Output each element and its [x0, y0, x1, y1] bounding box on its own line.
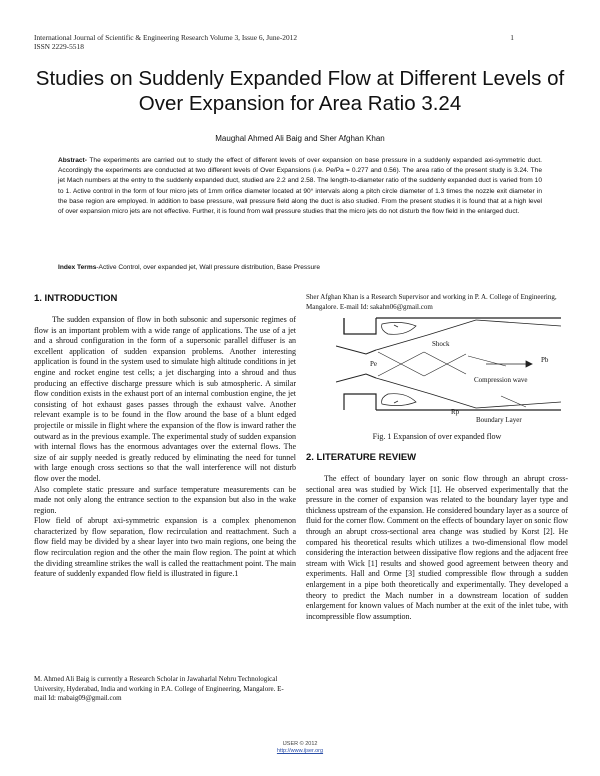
journal-name: International Journal of Scientific & Engineering Research Volume 3, Issue 6, June-2012: [34, 33, 298, 42]
author-footnote-2: Sher Afghan Khan is a Research Supervisor and working in P. A. College of Engineering, Mangalore. E-mail Id: sakahn06@gmail.com: [306, 293, 557, 311]
recirculation-vortices: [382, 322, 416, 405]
label-pb: Pb: [541, 356, 549, 364]
label-boundary-layer: Boundary Layer: [476, 416, 522, 424]
label-pe: Pe: [370, 360, 377, 368]
abstract: [58, 156, 542, 217]
left-column: [34, 293, 296, 580]
author-line: Maughal Ahmed Ali Baig and Sher Afghan Khan: [215, 134, 385, 143]
issn: ISSN 2229-5518: [34, 42, 84, 51]
page-footer: [0, 741, 600, 755]
figure-caption: Fig. 1 Expansion of over expanded flow: [372, 432, 502, 441]
section-heading-literature-review: 2. LITERATURE REVIEW: [306, 452, 417, 463]
label-compression-wave: Compression wave: [474, 376, 528, 384]
intro-paragraph-2: Also complete static pressure and surface temperature measurements can be made not only along the entrance section to the expansion but also in the wake region.: [34, 484, 296, 515]
copyright: IJSER © 2012: [282, 741, 318, 747]
index-terms-text: -Active Control, over expanded jet, Wall pressure distribution, Base Pressure: [96, 264, 321, 271]
index-terms: [58, 263, 542, 273]
label-rp: Rp: [451, 408, 460, 416]
intro-paragraph-1: The sudden expansion of flow in both subsonic and supersonic regimes of flow is an important problem with a wide range of applications. The use of a jet and a shroud configuration in the form of a supersonic parallel diffuser is an excellent application of sudden expansion problems. Another interesting application is found in the system used to simulate high altitude conditions in jet engine and rocket engine test cells; a jet discharging into a shroud and thus producing an effective discharge pressure which is sub atmospheric. A similar flow condition exists in the exhaust port of an internal combustion engine, the jet consisting of hot exhaust gases passes through the exhaust valve. Another relevant example is to be found in the flow around the base of a blunt edged projectile or missile in flight where the expansion of the flow is inward rather the outward as in the previous example. The experimental study of sudden expansion with internal flows has the enormous advantages over the external flows. The size of air supply needed is greatly reduced by eliminating the need for tunnel with large enough cross sections so that the wall interference will not disturb flow over the model.: [34, 315, 296, 483]
flow-diagram: [336, 316, 566, 428]
figure-1: [336, 316, 566, 428]
intro-paragraph-3: Flow field of abrupt axi-symmetric expansion is a complex phenomenon characterized by flow separation, flow recirculation and reattachment. Such a flow field may be divided by a shear layer into two main regions, one being the flow recirculation region and the other the main flow region. The point at which the dividing streamline strikes the wall is called the reattachment point. The main feature of suddenly expanded flow field is illustrated in figure.1: [34, 516, 296, 579]
flow-arrow: [486, 361, 532, 367]
label-shock: Shock: [432, 340, 450, 348]
literature-paragraph-1: The effect of boundary layer on sonic flow through an abrupt cross-sectional area was studied by Wick [1]. He observed experimentally that the pressure in the corner of expansion was related to the boundary layer type and thickness upstream of the expansion. He considered boundary layer as a source of fluid for the corner flow. Comment on the effects of boundary layer on sonic flow through an abrupt cross-sectional area change was studied by Korst [2]. He compared his theoretical results which utilizes a two-dimensional flow model considering the interaction between dissipative flow regions and the adjacent free stream with Wick [1] results and showed good agreement between theory and experiments. Hall and Orme [3] studied compressible flow through a sudden enlargement in a pipe both theoretically and experimentally. They developed a theory to predict the Mach number in a downstream location of sudden enlargement for known values of Mach number at the exit of the inlet tube, with incompressible flow assumption.: [306, 474, 568, 621]
right-column: [306, 293, 568, 622]
section-heading-introduction: 1. INTRODUCTION: [34, 293, 118, 304]
index-terms-label: Index Terms: [58, 264, 97, 271]
abstract-text: The experiments are carried out to study the effect of different levels of over expansion on base pressure in a suddenly expanded axi-symmetric duct. Accordingly the experiments are conducted at two different levels of Over Expansions (i.e. Pe/Pa = 0.277 and 0.56). The area ratio of the present study is 3.24. The jet Mach numbers at the entry to the suddenly expanded duct, studied are 2.2 and 2.58. The length-to-diameter ratio of the suddenly expanded duct is varied from 10 to 1. Active control in the form of four micro jets of 1mm orifice diameter located at 90° intervals along a pitch circle diameter of 1.3 times the nozzle exit diameter in the base region are employed. In addition to base pressure, wall pressure field along the duct is also studied. From the present studies it is found that at a high level of over expansion micro jets are not effective. Further, it is found from wall pressure studies that the micro jets do not disturb the flow field in the enlarged duct.: [58, 157, 542, 216]
journal-url-link[interactable]: http://www.ijser.org: [276, 748, 324, 754]
page-number: 1: [510, 33, 514, 42]
paper-title: Studies on Suddenly Expanded Flow at Different Levels of Over Expansion for Area Ratio 3.24: [35, 67, 565, 115]
abstract-label: Abstract-: [58, 157, 87, 164]
running-header: [34, 33, 297, 51]
author-footnote-1: M. Ahmed Ali Baig is currently a Research Scholar in Jawaharlal Nehru Technological University, Hyderabad, India and working in P.A. College of Engineering, Mangalore. E-mail Id: mabaig09@gmail.com: [34, 675, 284, 702]
